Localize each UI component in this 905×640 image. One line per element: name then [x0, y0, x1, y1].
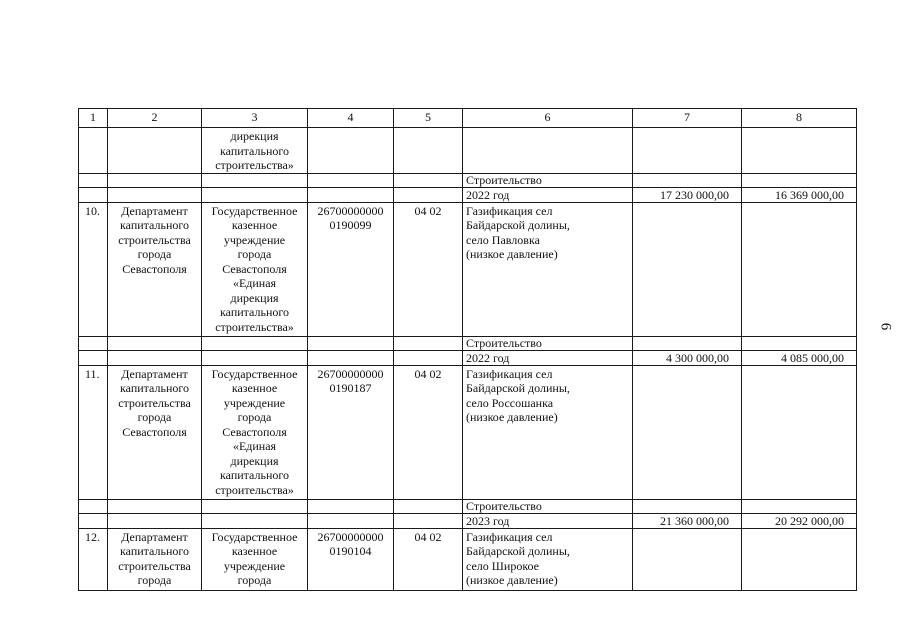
- stage-cell: Строительство: [463, 173, 633, 187]
- table-row: [79, 365, 857, 499]
- header-cell-2: 2: [108, 109, 202, 128]
- institution-cell: Государственное казенное учреждение города Севастополя «Единая дирекция капитального строительства»: [202, 365, 308, 499]
- section-cell: 04 02: [394, 528, 463, 590]
- amount-cell: 17 230 000,00: [633, 187, 742, 202]
- stage-cell: Строительство: [463, 499, 633, 513]
- year-cell: 2022 год: [463, 350, 633, 365]
- code-cell: 26700000000 0190104: [308, 528, 394, 590]
- department-cell: Департамент капитального строительства города Севастополя: [108, 365, 202, 499]
- object-cell: Газификация сел Байдарской долины, село Россошанка (низкое давление): [463, 365, 633, 499]
- year-cell: 2023 год: [463, 513, 633, 528]
- table-row: [79, 202, 857, 336]
- object-cell: Газификация сел Байдарской долины, село Широкое (низкое давление): [463, 528, 633, 590]
- year-cell: 2022 год: [463, 187, 633, 202]
- amount-cell: 4 300 000,00: [633, 350, 742, 365]
- table-row: [79, 173, 857, 187]
- code-cell: 26700000000 0190187: [308, 365, 394, 499]
- table-row: [79, 187, 857, 202]
- header-cell-1: 1: [79, 109, 108, 128]
- table-row: [79, 350, 857, 365]
- header-cell-3: 3: [202, 109, 308, 128]
- header-cell-7: 7: [633, 109, 742, 128]
- amount-cell: 16 369 000,00: [742, 187, 857, 202]
- row-number-cell: 12.: [79, 528, 108, 590]
- institution-cell: дирекция капитального строительства»: [202, 128, 308, 174]
- institution-cell: Государственное казенное учреждение города Севастополя «Единая дирекция капитального строительства»: [202, 202, 308, 336]
- budget-table: [78, 108, 857, 591]
- table-row: [79, 499, 857, 513]
- institution-cell: Государственное казенное учреждение города: [202, 528, 308, 590]
- table-row: [79, 528, 857, 590]
- amount-cell: 4 085 000,00: [742, 350, 857, 365]
- stage-cell: Строительство: [463, 336, 633, 350]
- row-number-cell: 11.: [79, 365, 108, 499]
- table-row: [79, 513, 857, 528]
- header-cell-6: 6: [463, 109, 633, 128]
- section-cell: 04 02: [394, 365, 463, 499]
- section-cell: 04 02: [394, 202, 463, 336]
- row-number-cell: 10.: [79, 202, 108, 336]
- object-cell: Газификация сел Байдарской долины, село Павловка (низкое давление): [463, 202, 633, 336]
- header-cell-4: 4: [308, 109, 394, 128]
- header-cell-5: 5: [394, 109, 463, 128]
- amount-cell: 21 360 000,00: [633, 513, 742, 528]
- header-cell-8: 8: [742, 109, 857, 128]
- code-cell: 26700000000 0190099: [308, 202, 394, 336]
- department-cell: Департамент капитального строительства города Севастополя: [108, 202, 202, 336]
- table-row: [79, 336, 857, 350]
- amount-cell: 20 292 000,00: [742, 513, 857, 528]
- table-row: [79, 128, 857, 174]
- header-row: [79, 109, 857, 128]
- department-cell: Департамент капитального строительства города: [108, 528, 202, 590]
- page-number: 6: [877, 322, 894, 331]
